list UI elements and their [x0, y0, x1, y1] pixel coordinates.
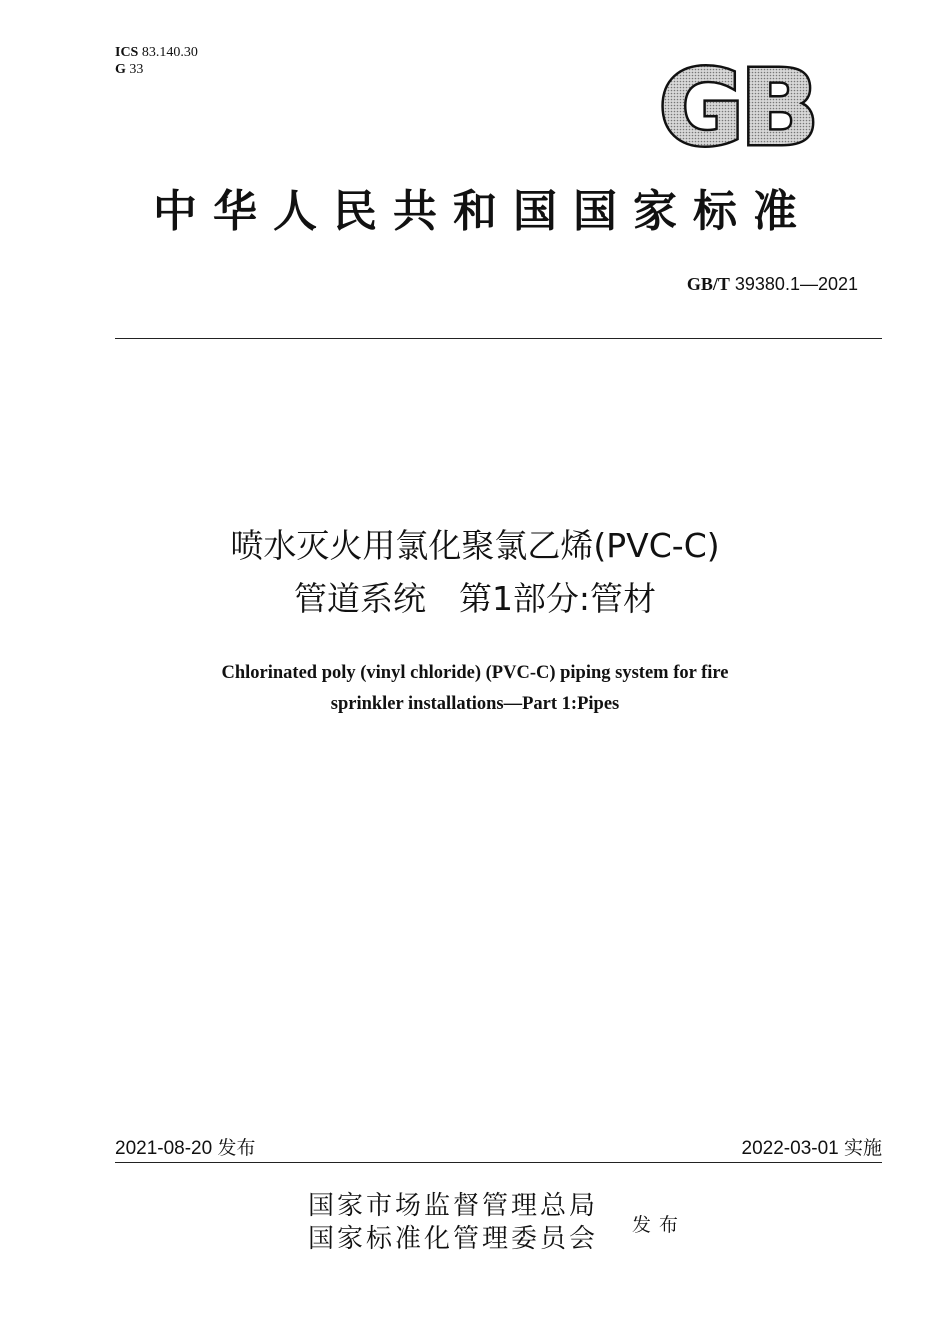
publish-verb: 发布: [632, 1214, 687, 1236]
gb-logo-icon: [640, 56, 835, 154]
issue-date: 2021-08-20 发布: [115, 1138, 256, 1159]
ics-code: 83.140.30: [141, 45, 198, 60]
ccs-label: G: [115, 62, 126, 77]
title-zh-line1: 喷水灭火用氯化聚氯乙烯(PVC-C): [230, 526, 720, 565]
standard-code: [687, 274, 858, 295]
ics-label: ICS: [115, 45, 139, 60]
title-en-line1: Chlorinated poly (vinyl chloride) (PVC-C) piping system for fire: [221, 663, 729, 683]
standard-code-prefix: GB/T: [686, 274, 730, 294]
ccs-code: 33: [129, 62, 144, 77]
publisher-block: [308, 1190, 598, 1256]
standard-code-number: 39380.1—2021: [734, 274, 858, 294]
national-standard-heading: 中华人民共和国国家标准: [153, 186, 813, 237]
title-en-line2: sprinkler installations—Part 1:Pipes: [330, 694, 620, 714]
title-zh-line2: 管道系统 第1部分:管材: [293, 579, 657, 618]
bottom-divider: [115, 1162, 882, 1163]
implementation-date: 2022-03-01 实施: [741, 1138, 882, 1159]
publisher-org2: 国家标准化管理委员会: [308, 1224, 599, 1254]
ics-block: [115, 44, 198, 78]
publisher-org1: 国家市场监督管理总局: [308, 1191, 599, 1221]
top-divider: [115, 338, 882, 339]
gb-logo-text: GB: [658, 56, 816, 154]
